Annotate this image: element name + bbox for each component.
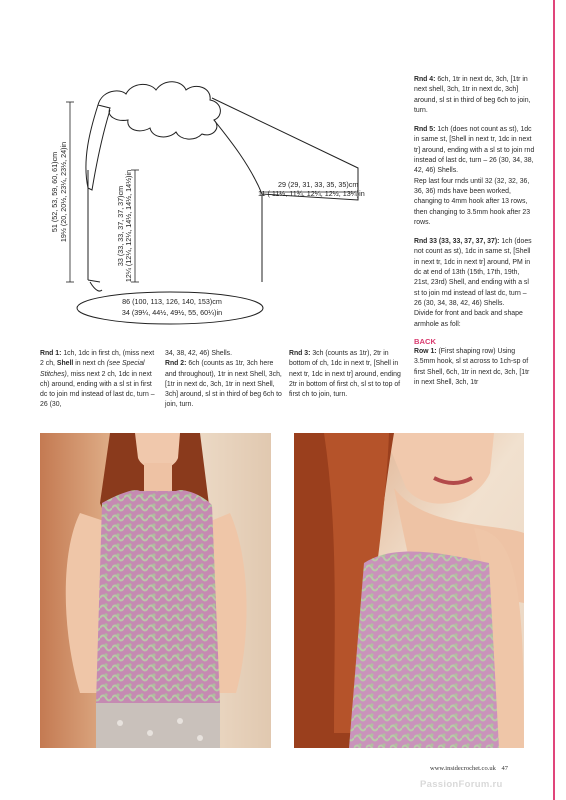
body-length-label: 33 (33, 33, 37, 37, 37)cm xyxy=(116,185,125,267)
back-heading: BACK xyxy=(414,336,436,346)
side-height-in-label: 19½ (20, 20½, 23¼, 23½, 24)in xyxy=(59,141,68,243)
column-2-text: 34, 38, 42, 46) Shells. Rnd 2: 6ch (counts as 1tr, 3ch here and throughout), 1tr in next Shell, 3ch, [1tr in next dc, 3ch, 1tr in next Shell, 3ch] around, sl st in third of beg 6ch to join, turn. xyxy=(165,350,282,409)
hip-in-label: 34 (39¼, 44½, 49½, 55, 60¼)in xyxy=(121,308,223,317)
hip-label: 86 (100, 113, 126, 140, 153)cm xyxy=(122,297,222,306)
footer-site: www.insidecrochet.co.uk xyxy=(430,765,496,772)
page-edge-bar xyxy=(553,0,566,800)
body-outline xyxy=(88,170,102,291)
side-height-label: 51 (52, 53, 59, 60, 61)cm xyxy=(50,151,59,233)
watermark-text: PassionForum.ru xyxy=(420,779,503,790)
rnd5-paragraph: Rnd 5: 1ch (does not count as st), 1dc in same st, [Shell in next tr, 1dc in next tr] around, ending with a sl st to join rnd instead of last dc, turn – 26 (30, 34, 38, 42, 46) Shells. xyxy=(414,126,535,175)
garment-schematic xyxy=(40,70,410,345)
rnd4-paragraph: Rnd 4: 6ch, 1tr in next dc, 3ch, [1tr in next shell, 3ch, 1tr in next dc, 3ch] around, sl st in third of beg 6ch to join, turn. xyxy=(414,76,531,114)
row1-paragraph: Row 1: (First shaping row) Using 3.5mm hook, sl st across to 1ch-sp of first Shell, 6ch, 1tr in next dc, 3ch, [1tr in next Shell, 3ch, 1tr xyxy=(414,348,530,387)
page-footer xyxy=(430,765,508,772)
model-photo-front xyxy=(40,433,271,748)
sleeve-width-label: 29 (29, 31, 33, 35, 35)cm xyxy=(278,180,359,189)
model-photo-side xyxy=(294,433,524,748)
body-length-in-label: 12¼ (12¼, 12¼, 14½, 14½, 14½)in xyxy=(124,169,133,283)
left-strap xyxy=(86,105,110,190)
sleeve-width-in-label: 11 ( 11½, 11¾, 12¼, 12½, 13¼)in xyxy=(258,189,365,198)
column-1-text: Rnd 1: 1ch, 1dc in first ch, (miss next 2 ch, Shell in next ch (see Special Stitches), miss next 2 ch, 1dc in next ch) around, ending with a sl st in first dc to join rnd instead of last dc, turn – 26 (30, xyxy=(40,350,155,409)
rnd33-paragraph: Rnd 33 (33, 33, 37, 37, 37): 1ch (does not count as st), 1dc in same st, [Shell in next tr, 1dc in next tr] around, PM in dc at end of 13th (15th, 17th, 19th, 21st, 23rd) Shell, and ending with a sl st to join rnd instead of last dc, turn – 26 (30, 34, 38, 42, 46) Shells. xyxy=(414,238,532,307)
page-number: 47 xyxy=(501,765,508,772)
repeat-paragraph: Rep last four rnds until 32 (32, 32, 36, 36, 36) rnds have been worked, changing to 4mm hook after 13 rows, then changing to 3.5mm hook after 23 rows. xyxy=(414,177,531,226)
right-column-text xyxy=(414,75,536,397)
collar-ruffle xyxy=(98,82,220,139)
divide-paragraph: Divide for front and back and shape armhole as foll: xyxy=(414,310,523,328)
column-3-text: Rnd 3: 3ch (counts as 1tr), 2tr in bottom of ch, 1dc in next tr, [Shell in next tr, 1dc in next tr] around, ending 2tr in bottom of first ch, sl st to top of first ch to join, turn. xyxy=(289,350,401,399)
